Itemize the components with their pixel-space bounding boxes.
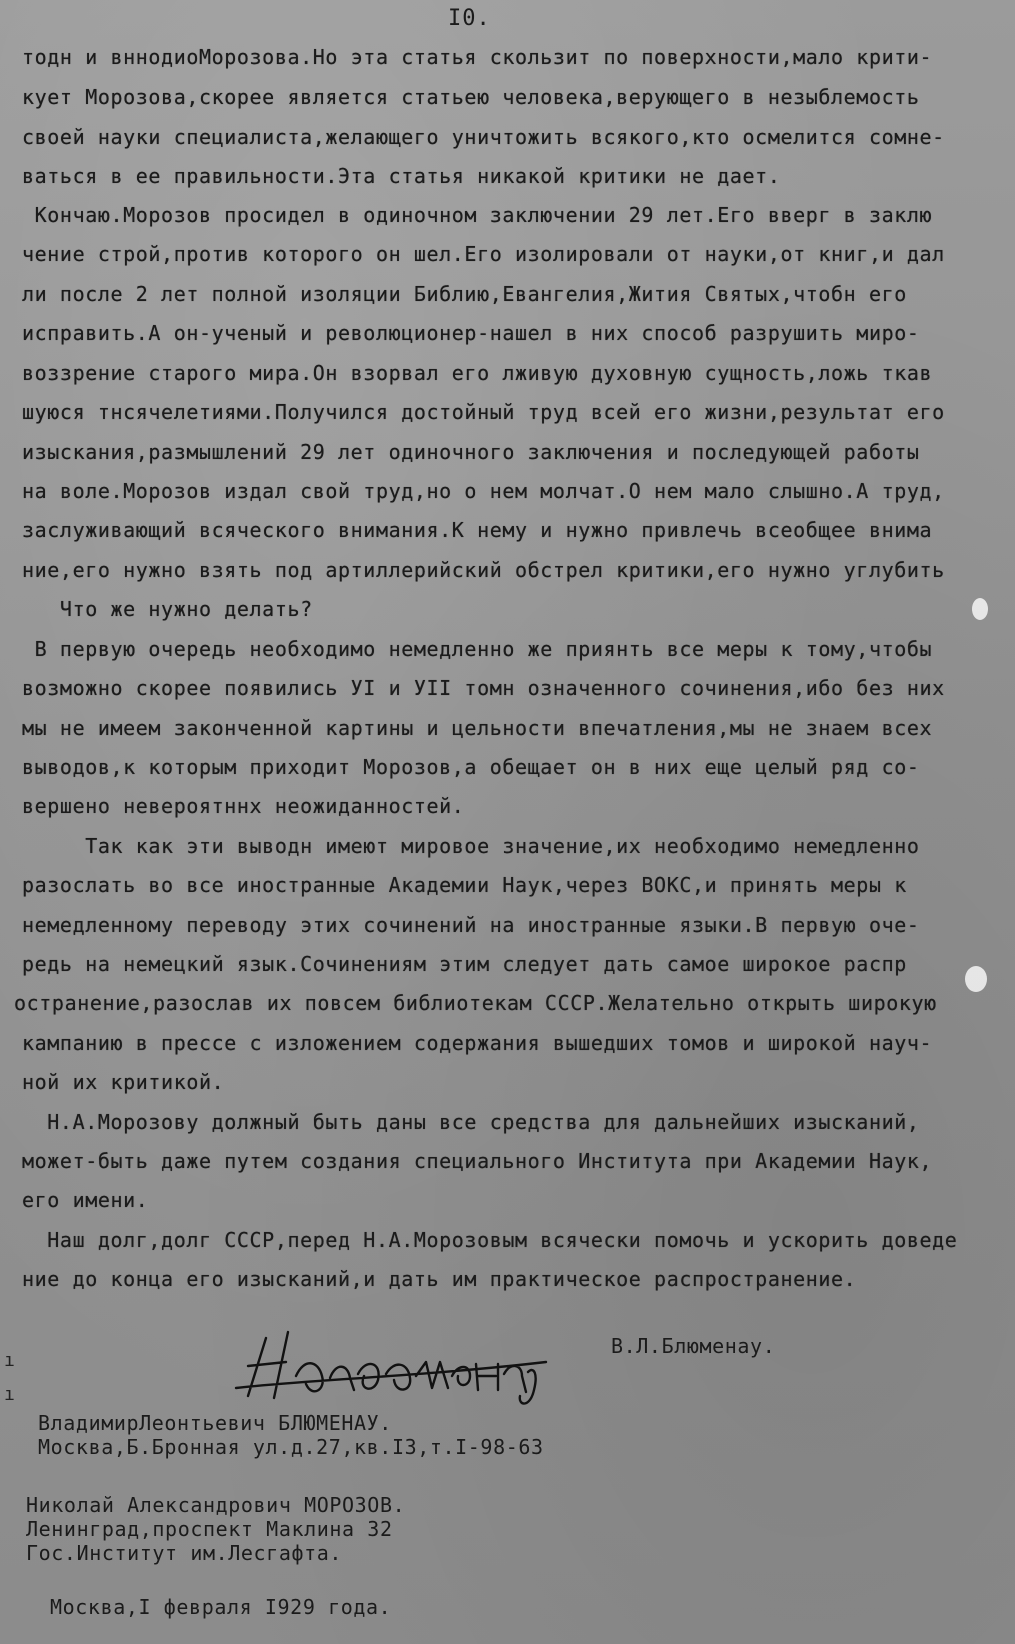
page-number: I0.	[448, 6, 491, 31]
sender-address: Москва,Б.Бронная ул.д.27,кв.I3,т.I-98-63	[38, 1435, 544, 1459]
recipient-name: Николай Александрович МОРОЗОВ.	[26, 1493, 406, 1517]
text-line: остранение,разослав их повсем библиотекам СССР.Желательно открыть широкую	[14, 991, 937, 1015]
text-line: исправить.А он-ученый и революционер-нашел в них способ разрушить миро-	[22, 321, 920, 345]
paper-blemish	[972, 598, 988, 620]
typed-signature: В.Л.Блюменау.	[611, 1334, 776, 1358]
text-line: В первую очередь необходимо немедленно же приянть все меры к тому,чтобы	[22, 637, 933, 661]
text-line: возможно скорее появились УI и УII томн означенного сочинения,ибо без них	[22, 676, 945, 700]
text-line: Так как эти выводн имеют мировое значение,их необходимо немедленно	[22, 834, 920, 858]
text-line: ной их критикой.	[22, 1070, 225, 1094]
text-line: тодн и вннодиоМорозова.Но эта статья скользит по поверхности,мало крити-	[22, 45, 933, 69]
text-line: немедленному переводу этих сочинений на иностранные языки.В первую оче-	[22, 913, 920, 937]
text-line: вершено невероятннх неожиданностей.	[22, 794, 465, 818]
text-line: выводов,к которым приходит Морозов,а обещает он в них еще целый ряд со-	[22, 755, 920, 779]
text-line: Наш долг,долг СССР,перед Н.А.Морозовым всячески помочь и ускорить доведе	[22, 1228, 958, 1252]
handwritten-signature	[226, 1318, 556, 1408]
text-line: Что же нужно делать?	[22, 597, 313, 621]
text-line: кампанию в прессе с изложением содержания вышедших томов и широкой науч-	[22, 1031, 933, 1055]
text-line: чение строй,против которого он шел.Его изолировали от науки,от книг,и дал	[22, 242, 945, 266]
text-line: своей науки специалиста,желающего уничтожить всякого,кто осмелится сомне-	[22, 125, 945, 149]
date-line: Москва,I февраля I929 года.	[50, 1595, 392, 1619]
text-line: изыскания,размышлений 29 лет одиночного заключения и последующей работы	[22, 440, 920, 464]
text-line: ваться в ее правильности.Эта статья никакой критики не дает.	[22, 164, 781, 188]
recipient-address: Ленинград,проспект Маклина 32	[26, 1517, 393, 1541]
recipient-institution: Гос.Институт им.Лесгафта.	[26, 1541, 343, 1565]
text-line: ние,его нужно взять под артиллерийский обстрел критики,его нужно углубить	[22, 558, 945, 582]
text-line: его имени.	[22, 1188, 149, 1212]
margin-mark: ı	[4, 1384, 15, 1405]
margin-mark: ı	[4, 1350, 15, 1371]
text-line: на воле.Морозов издал свой труд,но о нем молчат.О нем мало слышно.А труд,	[22, 479, 945, 503]
text-line: заслуживающий всяческого внимания.К нему и нужно привлечь всеобщее внима	[22, 518, 933, 542]
text-line: ние до конца его изысканий,и дать им практическое распространение.	[22, 1267, 857, 1291]
paper-blemish	[965, 966, 987, 992]
text-line: редь на немецкий язык.Сочинениям этим следует дать самое широкое распр	[22, 952, 907, 976]
text-line: может-быть даже путем создания специального Института при Академии Наук,	[22, 1149, 933, 1173]
text-line: воззрение старого мира.Он взорвал его лживую духовную сущность,ложь ткав	[22, 361, 933, 385]
text-line: Кончаю.Морозов просидел в одиночном заключении 29 лет.Его вверг в заклю	[22, 203, 933, 227]
text-line: шуюся тнсячелетиями.Получился достойный труд всей его жизни,результат его	[22, 400, 945, 424]
text-line: мы не имеем законченной картины и цельности впечатления,мы не знаем всех	[22, 716, 933, 740]
text-line: Н.А.Морозову должный быть даны все средства для дальнейших изысканий,	[22, 1110, 920, 1134]
text-line: ли после 2 лет полной изоляции Библию,Евангелия,Жития Святых,чтобн его	[22, 282, 907, 306]
text-line: разослать во все иностранные Академии Наук,через ВОКС,и принять меры к	[22, 873, 907, 897]
sender-name: ВладимирЛеонтьевич БЛЮМЕНАУ.	[38, 1411, 392, 1435]
text-line: кует Морозова,скорее является статьею человека,верующего в незыблемость	[22, 85, 920, 109]
